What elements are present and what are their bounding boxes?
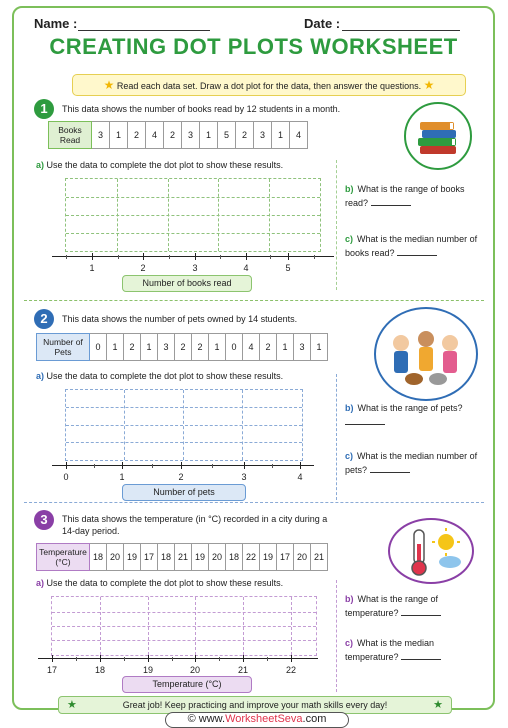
data-cell: 3 xyxy=(158,334,175,361)
section-1-data-table xyxy=(48,121,308,149)
name-label: Name : xyxy=(34,16,78,31)
section-2-question-b xyxy=(345,401,485,429)
tick-label: 1 xyxy=(119,472,125,482)
data-cell: 19 xyxy=(260,544,277,571)
section-separator xyxy=(24,502,484,503)
section-1-question-b xyxy=(345,182,485,210)
data-cell: 21 xyxy=(175,544,192,571)
data-cell: 19 xyxy=(192,544,209,571)
tick-label: 22 xyxy=(285,665,296,675)
tick-label: 20 xyxy=(189,665,200,675)
star-icon: ★ xyxy=(433,699,443,711)
table-header-cell: Books Read xyxy=(49,122,92,149)
section-1-intro: This data shows the number of books read by 12 students in a month. xyxy=(62,104,341,114)
data-cell: 21 xyxy=(311,544,328,571)
data-cell: 22 xyxy=(243,544,260,571)
section-1-dot-plot-grid[interactable] xyxy=(65,178,321,252)
section-3-part-a xyxy=(36,578,283,588)
section-3-badge: 3 xyxy=(34,510,54,530)
tick-label: 4 xyxy=(243,263,249,273)
section-3-question-c xyxy=(345,636,485,664)
tick-label: 4 xyxy=(297,472,303,482)
table-header-cell: Temperature (°C) xyxy=(37,544,90,571)
data-cell: 1 xyxy=(209,334,226,361)
tick-label: 19 xyxy=(142,665,153,675)
kids-with-pets-icon xyxy=(374,307,478,401)
section-3-number-line xyxy=(38,658,318,675)
section-2-intro: This data shows the number of pets owned by 14 students. xyxy=(62,314,298,324)
data-cell: 2 xyxy=(192,334,209,361)
question-letter: c) xyxy=(345,451,354,461)
data-cell: 1 xyxy=(311,334,328,361)
tick-label: 2 xyxy=(178,472,184,482)
data-cell: 18 xyxy=(90,544,107,571)
data-cell: 1 xyxy=(272,122,290,149)
data-cell: 2 xyxy=(236,122,254,149)
section-3-data-table xyxy=(36,543,328,571)
data-cell: 2 xyxy=(124,334,141,361)
question-letter: c) xyxy=(345,234,354,244)
page-title: CREATING DOT PLOTS WORKSHEET xyxy=(49,34,458,59)
credit-brand: WorksheetSeva xyxy=(225,713,303,725)
thermometer-sun-icon xyxy=(388,518,474,584)
date-label: Date : xyxy=(304,16,341,31)
section-3-dot-plot-grid[interactable] xyxy=(51,596,317,656)
tick-label: 21 xyxy=(237,665,248,675)
question-letter: c) xyxy=(345,638,354,648)
data-cell: 1 xyxy=(107,334,124,361)
section-2-dot-plot-grid[interactable] xyxy=(65,389,303,461)
section-1-divider xyxy=(336,160,337,290)
tick-label: 2 xyxy=(140,263,146,273)
tick-label: 18 xyxy=(94,665,105,675)
data-cell: 4 xyxy=(243,334,260,361)
part-a-letter: a) xyxy=(36,578,45,588)
data-cell: 4 xyxy=(290,122,308,149)
worksheet xyxy=(12,6,495,710)
data-cell: 1 xyxy=(200,122,218,149)
data-cell: 1 xyxy=(277,334,294,361)
section-3-question-b xyxy=(345,592,485,620)
data-cell: 18 xyxy=(226,544,243,571)
answer-blank[interactable] xyxy=(345,424,385,425)
section-2-data-table xyxy=(36,333,328,361)
tick-label: 3 xyxy=(241,472,247,482)
section-separator xyxy=(24,300,484,301)
section-1-axis-title: Number of books read xyxy=(122,275,252,292)
question-text: What is the median number of pets? xyxy=(345,451,478,475)
data-cell: 18 xyxy=(158,544,175,571)
question-text: What is the range of books read? xyxy=(345,184,465,208)
section-2-axis-title: Number of pets xyxy=(122,484,246,501)
answer-blank[interactable] xyxy=(370,472,410,473)
answer-blank[interactable] xyxy=(401,659,441,660)
section-1-number-line xyxy=(52,256,334,273)
data-cell: 19 xyxy=(124,544,141,571)
data-cell: 0 xyxy=(226,334,243,361)
data-cell: 5 xyxy=(218,122,236,149)
table-header-cell: Number of Pets xyxy=(37,334,90,361)
tick-label: 3 xyxy=(192,263,198,273)
credit-prefix: © www. xyxy=(187,713,226,725)
tick-label: 1 xyxy=(89,263,95,273)
name-field[interactable] xyxy=(78,30,210,31)
data-cell: 3 xyxy=(92,122,110,149)
section-2-number-line xyxy=(52,465,314,482)
section-2-part-a xyxy=(36,371,283,381)
question-text: What is the range of pets? xyxy=(357,403,463,413)
data-cell: 3 xyxy=(294,334,311,361)
data-cell: 20 xyxy=(294,544,311,571)
answer-blank[interactable] xyxy=(397,255,437,256)
data-cell: 20 xyxy=(107,544,124,571)
data-cell: 2 xyxy=(175,334,192,361)
credit-suffix: .com xyxy=(302,713,327,725)
data-cell: 3 xyxy=(182,122,200,149)
data-cell: 1 xyxy=(110,122,128,149)
section-3-axis-title: Temperature (°C) xyxy=(122,676,252,693)
section-1-question-c xyxy=(345,232,485,260)
question-letter: b) xyxy=(345,184,354,194)
section-2-badge: 2 xyxy=(34,309,54,329)
data-cell: 2 xyxy=(260,334,277,361)
section-3-intro: This data shows the temperature (in °C) recorded in a city during a 14-day period. xyxy=(62,514,328,536)
section-1-badge: 1 xyxy=(34,99,54,119)
part-a-letter: a) xyxy=(36,371,45,381)
section-2-divider xyxy=(336,374,337,500)
tick-label: 17 xyxy=(46,665,57,675)
data-cell: 2 xyxy=(164,122,182,149)
section-3-divider xyxy=(336,580,337,692)
question-letter: b) xyxy=(345,594,354,604)
data-cell: 4 xyxy=(146,122,164,149)
data-cell: 2 xyxy=(128,122,146,149)
question-text: What is the median temperature? xyxy=(345,638,435,662)
section-1-part-a xyxy=(36,160,283,170)
part-a-text: Use the data to complete the dot plot to show these results. xyxy=(46,578,284,588)
star-icon: ★ xyxy=(423,78,435,92)
footer-text: Great job! Keep practicing and improve your math skills every day! xyxy=(122,700,388,710)
date-field[interactable] xyxy=(342,30,460,31)
part-a-text: Use the data to complete the dot plot to show these results. xyxy=(46,371,284,381)
answer-blank[interactable] xyxy=(401,615,441,616)
question-text: What is the median number of books read? xyxy=(345,234,478,258)
books-stack-icon xyxy=(404,102,472,170)
data-cell: 17 xyxy=(277,544,294,571)
star-icon: ★ xyxy=(103,78,115,92)
part-a-letter: a) xyxy=(36,160,45,170)
data-cell: 3 xyxy=(254,122,272,149)
section-2-question-c xyxy=(345,449,485,477)
instructions-banner xyxy=(72,74,466,96)
answer-blank[interactable] xyxy=(371,205,411,206)
question-letter: b) xyxy=(345,403,354,413)
star-icon: ★ xyxy=(67,699,77,711)
data-cell: 0 xyxy=(90,334,107,361)
tick-label: 0 xyxy=(63,472,69,482)
data-cell: 17 xyxy=(141,544,158,571)
question-text: What is the range of temperature? xyxy=(345,594,439,618)
tick-label: 5 xyxy=(285,263,291,273)
data-cell: 1 xyxy=(141,334,158,361)
data-cell: 20 xyxy=(209,544,226,571)
part-a-text: Use the data to complete the dot plot to show these results. xyxy=(46,160,284,170)
instructions-text: Read each data set. Draw a dot plot for the data, then answer the questions. xyxy=(116,81,422,91)
